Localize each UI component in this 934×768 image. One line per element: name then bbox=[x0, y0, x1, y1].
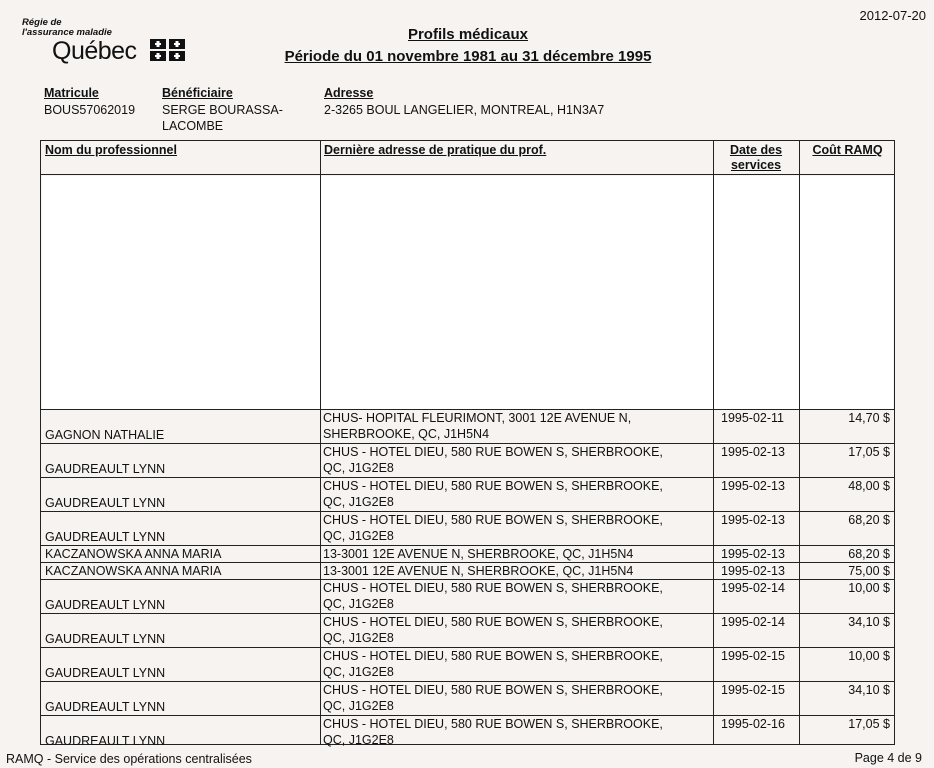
service-date: 1995-02-13 bbox=[721, 547, 785, 561]
table-body bbox=[41, 409, 894, 749]
practice-address bbox=[323, 478, 713, 510]
table-row bbox=[41, 443, 894, 477]
table-row bbox=[41, 477, 894, 511]
logo-quebec-text: Québec bbox=[52, 37, 137, 65]
beneficiaire-value bbox=[162, 102, 283, 134]
service-date: 1995-02-14 bbox=[721, 581, 785, 595]
period-subtitle: Période du 01 novembre 1981 au 31 décembre 1995 bbox=[284, 48, 652, 65]
practice-address-line-1: CHUS - HOTEL DIEU, 580 RUE BOWEN S, SHERBROOKE, bbox=[323, 649, 663, 663]
professional-name-text: GAUDREAULT LYNN bbox=[45, 666, 166, 680]
professional-name bbox=[45, 614, 165, 647]
table-row bbox=[41, 409, 894, 443]
professional-name bbox=[45, 410, 164, 443]
table-row bbox=[41, 715, 894, 749]
beneficiaire-line-1: SERGE BOURASSA- bbox=[162, 103, 283, 117]
professional-name-text: GAUDREAULT LYNN bbox=[45, 598, 166, 612]
logo-line-2: l'assurance maladie bbox=[22, 27, 112, 38]
header-divider bbox=[41, 174, 894, 175]
practice-address-line-2: QC, J1G2E8 bbox=[323, 699, 394, 713]
practice-address-line-1: 13-3001 12E AVENUE N, SHERBROOKE, QC, J1H5N4 bbox=[323, 547, 634, 561]
practice-address-line-2: QC, J1G2E8 bbox=[323, 665, 394, 679]
service-date: 1995-02-15 bbox=[721, 683, 785, 697]
matricule-label: Matricule bbox=[44, 86, 99, 100]
practice-address bbox=[323, 546, 713, 562]
page-title: Profils médicaux bbox=[407, 26, 529, 43]
professional-name bbox=[45, 580, 165, 613]
practice-address-line-2: QC, J1G2E8 bbox=[323, 495, 394, 509]
table-row bbox=[41, 511, 894, 545]
service-date: 1995-02-13 bbox=[721, 513, 785, 527]
practice-address bbox=[323, 512, 713, 544]
practice-address-line-1: CHUS - HOTEL DIEU, 580 RUE BOWEN S, SHERBROOKE, bbox=[323, 615, 663, 629]
practice-address-line-1: CHUS - HOTEL DIEU, 580 RUE BOWEN S, SHERBROOKE, bbox=[323, 513, 663, 527]
professional-name-text: GAUDREAULT LYNN bbox=[45, 734, 166, 748]
practice-address-line-1: CHUS - HOTEL DIEU, 580 RUE BOWEN S, SHERBROOKE, bbox=[323, 479, 663, 493]
column-header-date bbox=[713, 143, 799, 173]
ramq-cost: 75,00 $ bbox=[848, 564, 890, 578]
ramq-cost: 17,05 $ bbox=[848, 445, 890, 459]
adresse-value: 2-3265 BOUL LANGELIER, MONTREAL, H1N3A7 bbox=[324, 103, 605, 117]
ramq-logo bbox=[22, 18, 192, 68]
practice-address-line-1: CHUS - HOTEL DIEU, 580 RUE BOWEN S, SHERBROOKE, bbox=[323, 581, 663, 595]
professional-name-text: KACZANOWSKA ANNA MARIA bbox=[45, 547, 222, 561]
practice-address bbox=[323, 410, 713, 442]
professional-name-text: KACZANOWSKA ANNA MARIA bbox=[45, 564, 222, 578]
professional-name bbox=[45, 444, 165, 477]
table-row bbox=[41, 681, 894, 715]
service-date: 1995-02-16 bbox=[721, 717, 785, 731]
redacted-area bbox=[42, 176, 893, 409]
practice-address-line-2: QC, J1G2E8 bbox=[323, 529, 394, 543]
services-table bbox=[40, 140, 895, 748]
ramq-cost: 10,00 $ bbox=[848, 581, 890, 595]
column-header-date-line-1: Date des bbox=[729, 143, 783, 157]
beneficiaire-label: Bénéficiaire bbox=[162, 86, 233, 100]
professional-name bbox=[45, 682, 165, 715]
practice-address bbox=[323, 580, 713, 612]
practice-address-line-2: QC, J1G2E8 bbox=[323, 597, 394, 611]
practice-address-line-2: SHERBROOKE, QC, J1H5N4 bbox=[323, 427, 490, 441]
professional-name bbox=[45, 563, 221, 579]
ramq-cost: 10,00 $ bbox=[848, 649, 890, 663]
service-date: 1995-02-13 bbox=[721, 479, 785, 493]
column-header-address: Dernière adresse de pratique du prof. bbox=[324, 143, 547, 157]
table-row bbox=[41, 545, 894, 562]
fleur-de-lis-flag-icon bbox=[150, 39, 186, 61]
table-row bbox=[41, 579, 894, 613]
column-header-date-line-2: services bbox=[730, 158, 782, 172]
matricule-value: BOUS57062019 bbox=[44, 103, 136, 117]
service-date: 1995-02-15 bbox=[721, 649, 785, 663]
professional-name bbox=[45, 546, 221, 562]
professional-name-text: GAUDREAULT LYNN bbox=[45, 632, 166, 646]
professional-name-text: GAUDREAULT LYNN bbox=[45, 462, 166, 476]
practice-address bbox=[323, 716, 713, 748]
table-row bbox=[41, 613, 894, 647]
beneficiaire-line-2: LACOMBE bbox=[162, 119, 224, 133]
practice-address bbox=[323, 682, 713, 714]
professional-name bbox=[45, 716, 165, 749]
practice-address-line-2: QC, J1G2E8 bbox=[323, 733, 394, 747]
ramq-cost: 68,20 $ bbox=[848, 547, 890, 561]
ramq-cost: 14,70 $ bbox=[848, 411, 890, 425]
practice-address bbox=[323, 614, 713, 646]
practice-address bbox=[323, 648, 713, 680]
professional-name-text: GAUDREAULT LYNN bbox=[45, 530, 166, 544]
professional-name-text: GAGNON NATHALIE bbox=[45, 428, 165, 442]
service-date: 1995-02-13 bbox=[721, 445, 785, 459]
professional-name-text: GAUDREAULT LYNN bbox=[45, 496, 166, 510]
professional-name bbox=[45, 512, 165, 545]
service-date: 1995-02-14 bbox=[721, 615, 785, 629]
professional-name bbox=[45, 648, 165, 681]
service-date: 1995-02-11 bbox=[721, 411, 785, 425]
column-header-name: Nom du professionnel bbox=[45, 143, 177, 157]
practice-address-line-1: CHUS - HOTEL DIEU, 580 RUE BOWEN S, SHERBROOKE, bbox=[323, 717, 663, 731]
practice-address bbox=[323, 444, 713, 476]
practice-address-line-1: CHUS- HOPITAL FLEURIMONT, 3001 12E AVENUE N, bbox=[323, 411, 632, 425]
practice-address-line-1: CHUS - HOTEL DIEU, 580 RUE BOWEN S, SHERBROOKE, bbox=[323, 445, 663, 459]
table-row bbox=[41, 562, 894, 579]
service-date: 1995-02-13 bbox=[721, 564, 785, 578]
professional-name bbox=[45, 478, 165, 511]
ramq-cost: 68,20 $ bbox=[848, 513, 890, 527]
practice-address-line-2: QC, J1G2E8 bbox=[323, 461, 394, 475]
professional-name-text: GAUDREAULT LYNN bbox=[45, 700, 166, 714]
adresse-label: Adresse bbox=[324, 86, 374, 100]
ramq-cost: 34,10 $ bbox=[848, 683, 890, 697]
practice-address-line-1: CHUS - HOTEL DIEU, 580 RUE BOWEN S, SHERBROOKE, bbox=[323, 683, 663, 697]
footer-page-number: Page 4 de 9 bbox=[854, 751, 922, 765]
ramq-cost: 34,10 $ bbox=[848, 615, 890, 629]
practice-address bbox=[323, 563, 713, 579]
ramq-cost: 48,00 $ bbox=[848, 479, 890, 493]
logo-line-1: Régie de bbox=[22, 17, 62, 28]
practice-address-line-2: QC, J1G2E8 bbox=[323, 631, 394, 645]
column-header-cost: Coût RAMQ bbox=[812, 143, 883, 157]
ramq-cost: 17,05 $ bbox=[848, 717, 890, 731]
practice-address-line-1: 13-3001 12E AVENUE N, SHERBROOKE, QC, J1H5N4 bbox=[323, 564, 634, 578]
footer-service: RAMQ - Service des opérations centralisées bbox=[6, 752, 252, 766]
print-date: 2012-07-20 bbox=[859, 8, 926, 23]
table-row bbox=[41, 647, 894, 681]
